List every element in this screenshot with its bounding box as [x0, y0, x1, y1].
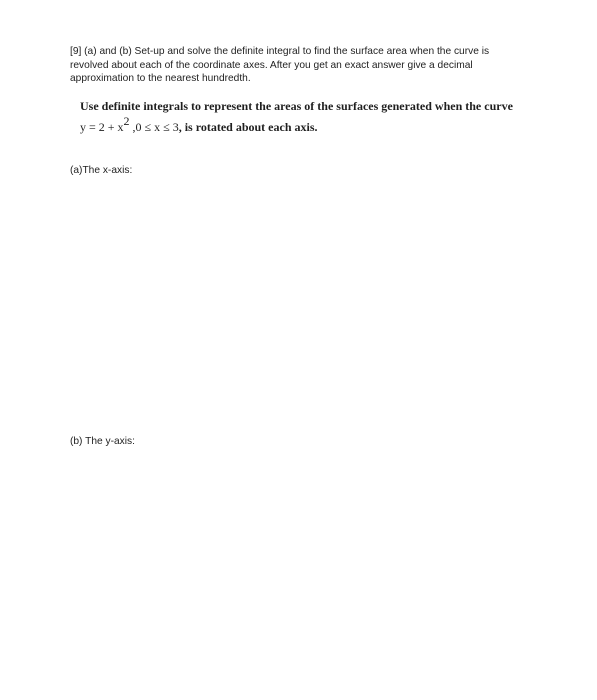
problem-instructions — [70, 45, 540, 86]
equation-lhs: y = 2 + x — [80, 120, 124, 134]
problem-text-line-2 — [80, 114, 550, 136]
equation-exponent: 2 — [123, 114, 130, 128]
problem-text-rest: , is rotated about each axis. — [178, 120, 318, 134]
curve-equation — [80, 114, 179, 134]
problem-text-line-1: Use definite integrals to represent the areas of the surfaces generated when the curve — [80, 99, 513, 113]
part-b-answer-space[interactable] — [70, 456, 540, 686]
problem-statement — [80, 98, 550, 136]
part-b-label: (b) The y-axis: — [70, 436, 135, 447]
instructions-line-3: approximation to the nearest hundredth. — [70, 73, 251, 84]
part-a-label: (a)The x-axis: — [70, 165, 133, 176]
part-a-answer-space[interactable] — [70, 185, 540, 425]
equation-domain: ,0 ≤ x ≤ 3 — [129, 120, 179, 134]
instructions-line-1: [9] (a) and (b) Set-up and solve the definite integral to find the surface area when the curve is — [70, 46, 490, 57]
instructions-line-2: revolved about each of the coordinate axes. After you get an exact answer give a decimal — [70, 59, 473, 71]
